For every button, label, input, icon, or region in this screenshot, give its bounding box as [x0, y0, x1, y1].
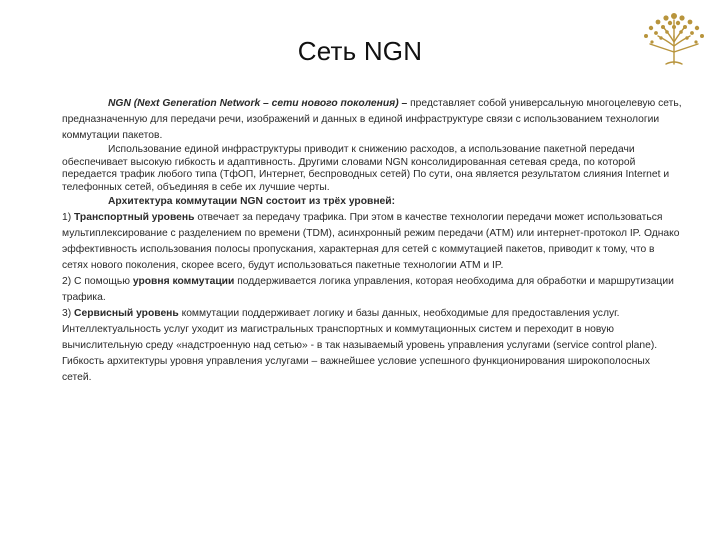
list-item	[62, 306, 682, 386]
list-item-number: 1)	[62, 212, 72, 223]
list-item-text: отвечает за передачу трафика. При этом в качестве технологии передачи может использоваться мультиплексирование с разделением по времени (TDM), асинхронный режим передачи (ATM) или интернет-протокол IP. Однако эффективность использования полосы пропускания, характерная для сетей с коммутацией пакетов, приводит к тому, что в сетях нового поколения, скорее всего, будут использоваться пакетные технологии ATM и IP.	[62, 212, 680, 271]
list-item-bold: уровня коммутации	[132, 276, 235, 287]
ngn-definition-lead: NGN (Next Generation Network – сети нового поколения) –	[108, 98, 408, 109]
list-item	[62, 274, 682, 306]
list-item-bold: Транспортный уровень	[74, 212, 195, 223]
list-item-number: 3)	[62, 308, 72, 319]
paragraph-definition	[62, 96, 682, 144]
page-title: Сеть NGN	[297, 36, 423, 66]
list-item-pre: С помощью	[74, 276, 133, 287]
paragraph-architecture-heading: Архитектура коммутации NGN состоит из трёх уровней:	[108, 196, 396, 207]
list-item	[62, 210, 682, 274]
ngn-definition-rest: представляет собой универсальную многоцелевую сеть, предназначенную для передачи речи, изображений и данных в единой инфраструктуре связи с использованием технологии коммутации пакетов.	[62, 98, 682, 141]
list-item-bold: Сервисный уровень	[74, 308, 179, 319]
list-item-text: коммутации поддерживает логику и базы данных, необходимые для предоставления услуг. Интеллектуальность услуг уходит из магистральных транспортных и коммутационных систем и переходит в новую вычислительную среду «надстроенную над сетью» - в так называемый уровень управления услугами (service control plane). Гибкость архитектуры уровня управления услугами – важнейшее условие успешного функционирования широкополосных сетей.	[62, 308, 658, 383]
list-item-text: поддерживается логика управления, которая необходима для обработки и маршрутизации трафика.	[62, 276, 674, 303]
body-text	[62, 96, 682, 386]
paragraph-infrastructure: Использование единой инфраструктуры приводит к снижению расходов, а использование пакетной передачи обеспечивает высокую гибкость и адаптивность. Другими словами NGN консолидированная сетевая среда, по которой передается трафик любого типа (ТфОП, Интернет, беспроводных сетей) По сути, она является результатом слияния Internet и телефонных сетей, объединяя в себе их лучшие черты.	[62, 144, 670, 193]
list-item-number: 2)	[62, 276, 72, 287]
